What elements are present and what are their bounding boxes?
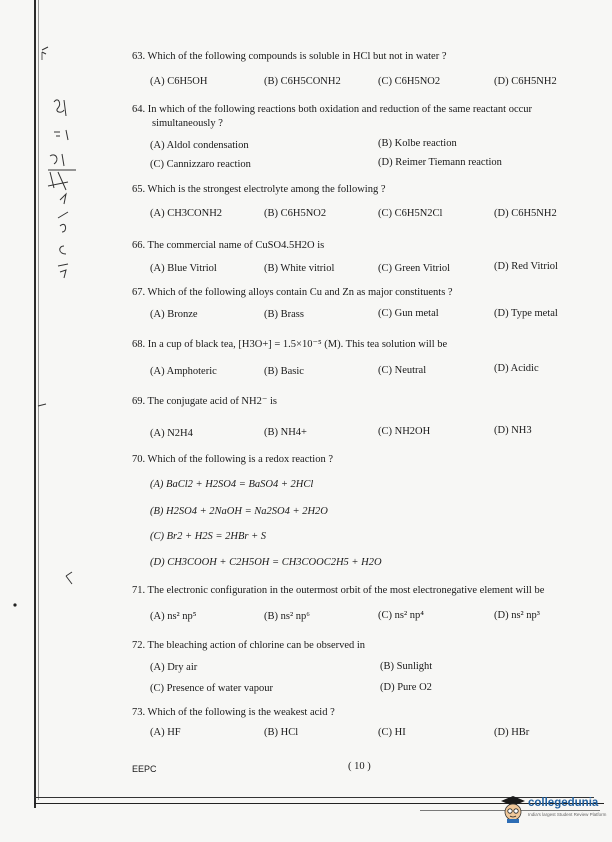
q63-option-a: (A) C6H5OH [150, 76, 208, 87]
margin-marks-icon [36, 400, 96, 620]
q67-option-a: (A) Bronze [150, 309, 198, 320]
q66-option-d: (D) Red Vitriol [494, 261, 558, 272]
q69-option-c: (C) NH2OH [378, 426, 431, 437]
q69-option-b: (B) NH4+ [264, 427, 307, 438]
question-69: 69. The conjugate acid of NH2⁻ is [132, 396, 278, 407]
q70-option-a: (A) BaCl2 + H2SO4 = BaSO4 + 2HCl [150, 479, 314, 490]
q70-option-b: (B) H2SO4 + 2NaOH = Na2SO4 + 2H2O [150, 506, 328, 517]
logo-tagline: India's largest Student Review Platform [528, 812, 607, 817]
q67-option-d: (D) Type metal [494, 308, 558, 319]
q68-option-a: (A) Amphoteric [150, 366, 217, 377]
q69-option-d: (D) NH3 [494, 425, 532, 436]
q64-option-d: (D) Reimer Tiemann reaction [378, 157, 502, 168]
question-65: 65. Which is the strongest electrolyte among the following ? [132, 184, 386, 195]
handwritten-notes-icon [40, 40, 100, 290]
q73-option-c: (C) HI [378, 727, 406, 738]
collegedunia-logo[interactable]: collegedunia [528, 797, 599, 809]
q63-option-c: (C) C6H5NO2 [378, 76, 441, 87]
q66-option-b: (B) White vitriol [264, 263, 335, 274]
q65-option-c: (C) C6H5N2Cl [378, 208, 443, 219]
q68-option-c: (C) Neutral [378, 365, 427, 376]
q64-option-c: (C) Cannizzaro reaction [150, 159, 251, 170]
q72-option-d: (D) Pure O2 [380, 682, 432, 693]
question-67: 67. Which of the following alloys contain Cu and Zn as major constituents ? [132, 287, 453, 298]
question-73: 73. Which of the following is the weakest acid ? [132, 707, 335, 718]
q73-option-b: (B) HCl [264, 727, 299, 738]
q70-option-d: (D) CH3COOH + C2H5OH = CH3COOC2H5 + H2O [150, 557, 382, 568]
q65-option-d: (D) C6H5NH2 [494, 208, 557, 219]
q73-option-a: (A) HF [150, 727, 181, 738]
q71-option-d: (D) ns² np³ [494, 610, 540, 621]
question-64: 64. In which of the following reactions both oxidation and reduction of the same reactant occur [132, 104, 533, 115]
q66-option-c: (C) Green Vitriol [378, 263, 451, 274]
q68-option-d: (D) Acidic [494, 363, 539, 374]
q70-option-c: (C) Br2 + H2S = 2HBr + S [150, 531, 267, 542]
question-71: 71. The electronic configuration in the outermost orbit of the most electronegative element will be [132, 585, 545, 596]
collegedunia-mascot-icon [500, 794, 526, 824]
q71-option-a: (A) ns² np⁵ [150, 611, 197, 622]
q71-option-b: (B) ns² np⁶ [264, 611, 310, 622]
question-70: 70. Which of the following is a redox reaction ? [132, 454, 333, 465]
q73-option-d: (D) HBr [494, 727, 530, 738]
q66-option-a: (A) Blue Vitriol [150, 263, 217, 274]
question-64-line2: simultaneously ? [152, 118, 223, 129]
question-68: 68. In a cup of black tea, [H3O+] = 1.5×10⁻⁵ (M). This tea solution will be [132, 339, 448, 350]
q67-option-b: (B) Brass [264, 309, 304, 320]
q65-option-b: (B) C6H5NO2 [264, 208, 327, 219]
q68-option-b: (B) Basic [264, 366, 304, 377]
page-number: ( 10 ) [348, 761, 371, 772]
q64-option-a: (A) Aldol condensation [150, 140, 249, 151]
q71-option-c: (C) ns² np⁴ [378, 610, 424, 621]
q72-option-c: (C) Presence of water vapour [150, 683, 274, 694]
exam-code: EEPC [132, 764, 157, 774]
q63-option-d: (D) C6H5NH2 [494, 76, 557, 87]
q69-option-a: (A) N2H4 [150, 428, 193, 439]
q63-option-b: (B) C6H5CONH2 [264, 76, 341, 87]
question-66: 66. The commercial name of CuSO4.5H2O is [132, 240, 325, 251]
question-63: 63. Which of the following compounds is soluble in HCl but not in water ? [132, 51, 447, 62]
margin-dot-icon [10, 600, 20, 610]
question-72: 72. The bleaching action of chlorine can be observed in [132, 640, 366, 651]
q72-option-b: (B) Sunlight [380, 661, 433, 672]
q72-option-a: (A) Dry air [150, 662, 198, 673]
q65-option-a: (A) CH3CONH2 [150, 208, 223, 219]
q67-option-c: (C) Gun metal [378, 308, 439, 319]
q64-option-b: (B) Kolbe reaction [378, 138, 457, 149]
